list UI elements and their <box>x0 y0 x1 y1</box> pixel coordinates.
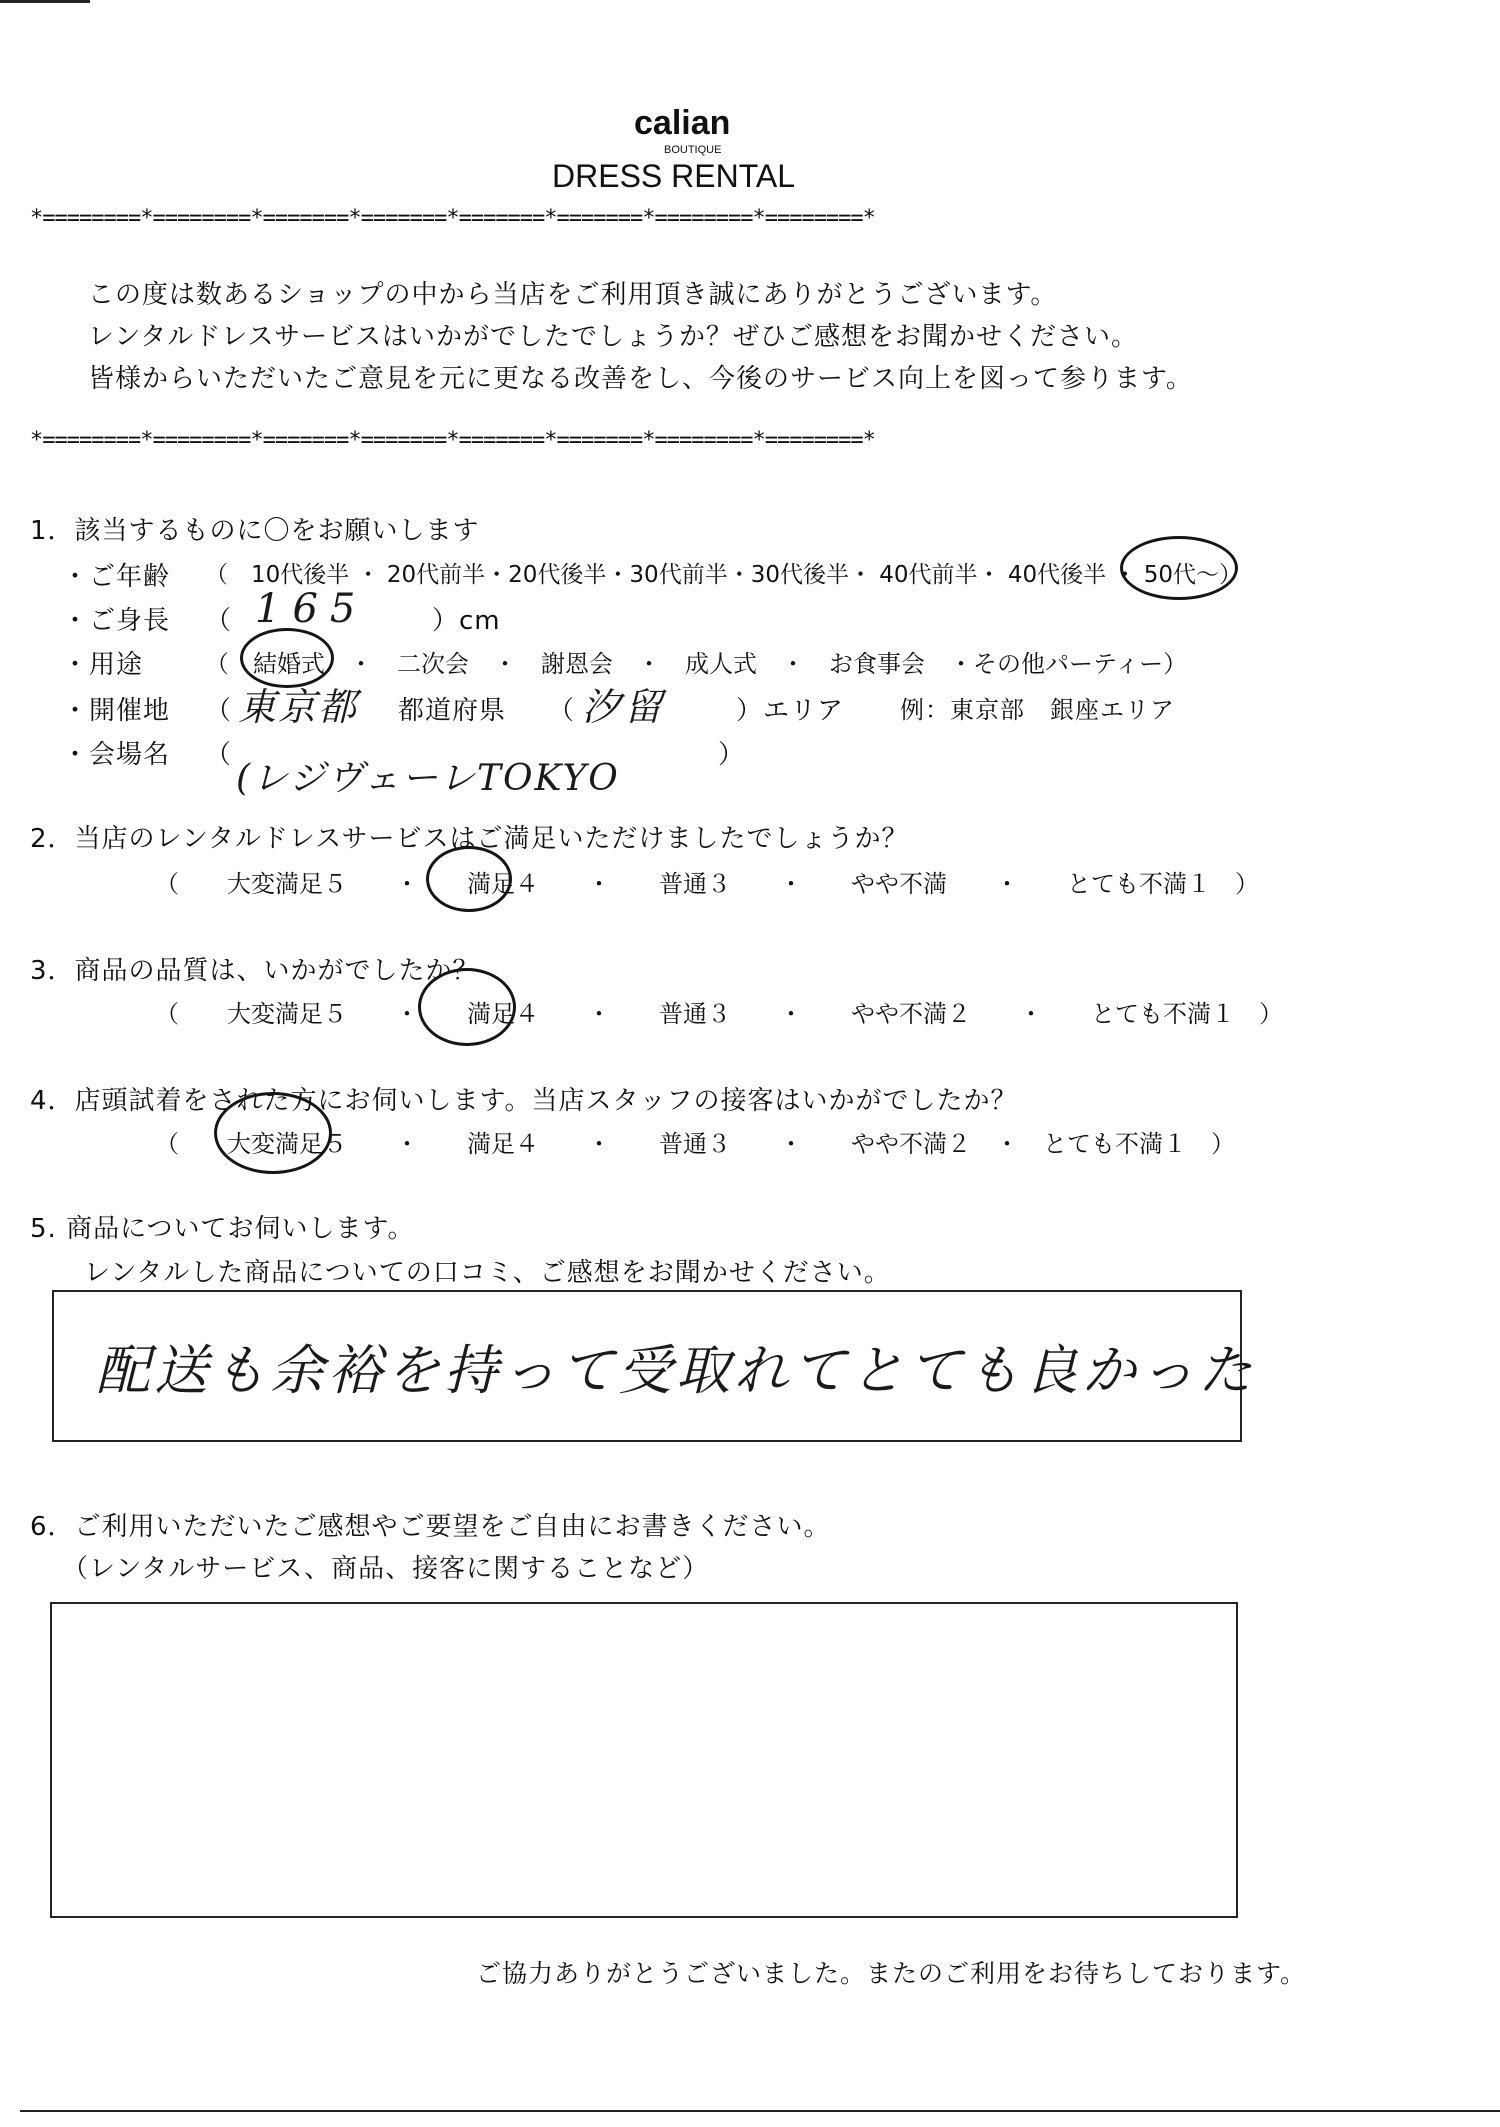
top-edge-line <box>0 0 90 3</box>
q5-answer-text[interactable]: 配送も余裕を持って受取れてとても良かった <box>96 1339 1256 1402</box>
q6-answer-box[interactable] <box>50 1602 1238 1918</box>
venue-close: ） <box>718 740 746 770</box>
q3-heading: 3．商品の品質は、いかがでしたか？ <box>30 956 480 986</box>
height-value[interactable]: 165 <box>255 586 368 632</box>
age-selected-circle <box>1120 536 1238 600</box>
bottom-edge-line <box>20 2110 1500 2112</box>
q4-heading: 4．店頭試着をされた方にお伺いします。当店スタッフの接客はいかがでしたか？ <box>30 1086 1018 1116</box>
separator-bottom: *========*========*=======*=======*=======*=======*========*========* <box>30 428 875 453</box>
prefecture-value[interactable]: 東京都 <box>238 685 359 729</box>
intro-line-1: この度は数あるショップの中から当店をご利用頂き誠にありがとうございます。 <box>88 280 1058 310</box>
prefecture-unit: 都道府県 <box>398 696 507 726</box>
q5-heading: 5. 商品についてお伺いします。 <box>30 1214 415 1244</box>
age-label: ・ご年齢 <box>62 562 171 592</box>
purpose-options: （ 結婚式 ・ 二次会 ・ 謝恩会 ・ 成人式 ・ お食事会 ・その他パーティー） <box>205 650 1188 678</box>
separator-top: *========*========*=======*=======*=======*=======*========*========* <box>30 206 875 231</box>
intro-line-3: 皆様からいただいたご意見を元に更なる改善をし、今後のサービス向上を図って参ります。 <box>88 364 1193 394</box>
q6-heading: 6．ご利用いただいたご感想やご要望をご自由にお書きください。 <box>30 1512 831 1542</box>
height-unit: ）cm <box>432 606 501 636</box>
location-example: 例：東京部 銀座エリア <box>900 696 1175 724</box>
q4-options: （ 大変満足５ ・ 満足４ ・ 普通３ ・ やや不満２ ・ とても不満１ ） <box>155 1130 1235 1158</box>
age-options: （ 10代後半 ・ 20代前半・20代後半・30代前半・30代後半・ 40代前半・ 40代後半 ・ 50代〜） <box>205 562 1242 588</box>
brand-logo-sub: BOUTIQUE <box>664 144 722 156</box>
q2-options: （ 大変満足５ ・ 満足４ ・ 普通３ ・ やや不満 ・ とても不満１ ） <box>155 870 1259 898</box>
q5-subheading: レンタルした商品についての口コミ、ご感想をお聞かせください。 <box>84 1258 891 1288</box>
purpose-label: ・用途 <box>62 650 144 680</box>
footer-thanks: ご協力ありがとうございました。またのご利用をお待ちしております。 <box>476 1959 1307 1988</box>
intro-line-2: レンタルドレスサービスはいかがでしたでしょうか？ぜひご感想をお聞かせください。 <box>88 322 1139 352</box>
location-open: （ <box>205 696 233 726</box>
q3-selected-circle <box>418 968 516 1046</box>
area-unit: ）エリア <box>736 696 845 726</box>
venue-value[interactable]: (レジヴェーレTOKYO <box>236 758 620 799</box>
area-value[interactable]: 汐留 <box>582 685 667 729</box>
venue-open: （ <box>205 740 233 770</box>
q6-subheading: （レンタルサービス、商品、接客に関することなど） <box>62 1554 710 1584</box>
height-open: （ <box>205 606 233 636</box>
brand-logo: calian <box>634 104 731 142</box>
height-label: ・ご身長 <box>62 606 171 636</box>
q1-heading: 1．該当するものに〇をお願いします <box>30 516 480 546</box>
q4-selected-circle <box>214 1092 332 1174</box>
venue-label: ・会場名 <box>62 740 171 770</box>
location-label: ・開催地 <box>62 696 171 726</box>
q2-selected-circle <box>426 846 512 912</box>
page-title: DRESS RENTAL <box>552 158 796 194</box>
area-open: （ <box>548 696 576 726</box>
q3-options: （ 大変満足５ ・ 満足４ ・ 普通３ ・ やや不満２ ・ とても不満１ ） <box>155 1000 1283 1028</box>
q2-heading: 2．当店のレンタルドレスサービスはご満足いただけましたでしょうか？ <box>30 824 909 854</box>
